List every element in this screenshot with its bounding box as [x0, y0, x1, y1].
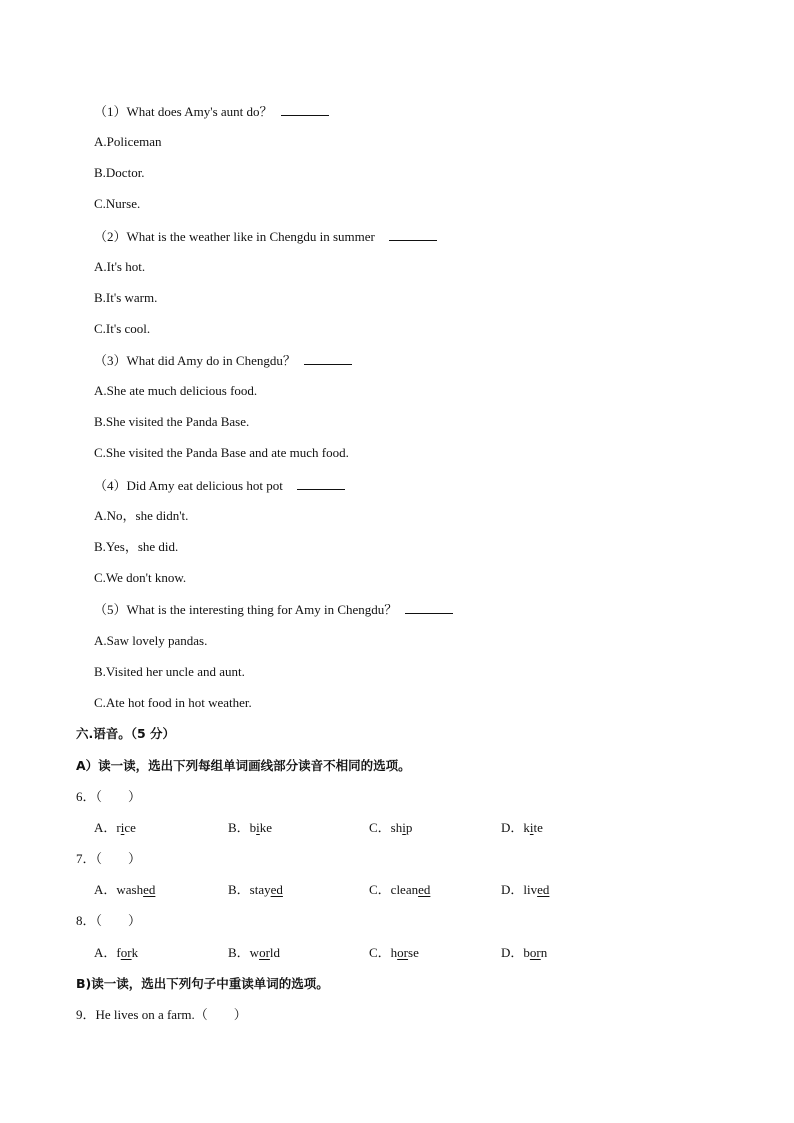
q6-option-b[interactable]: B．bike — [228, 820, 273, 835]
underlined-part: i — [256, 820, 260, 835]
question-6-number: 6．（ ） — [76, 789, 142, 804]
q2-option-c[interactable]: C.It's cool. — [94, 321, 151, 336]
answer-blank[interactable] — [405, 601, 453, 614]
q8-option-a[interactable]: A．fork — [94, 945, 139, 960]
q7-option-a[interactable]: A．washed — [94, 882, 156, 897]
question-7-number: 7．（ ） — [76, 851, 142, 866]
question-2-stem: （2）What is the weather like in Chengdu in summer — [94, 228, 437, 245]
section-6-part-b-instruction: B)读一读，选出下列句子中重读单词的选项。 — [76, 976, 329, 991]
underlined-part: ed — [537, 882, 550, 897]
q7-option-b[interactable]: B．stayed — [228, 882, 283, 897]
underlined-part: or — [397, 945, 409, 960]
answer-blank[interactable] — [304, 352, 352, 365]
q8-option-c[interactable]: C．horse — [369, 945, 419, 960]
underlined-part: ed — [418, 882, 431, 897]
section-6-part-a-instruction: A）读一读，选出下列每组单词画线部分读音不相同的选项。 — [76, 758, 411, 773]
answer-blank[interactable] — [389, 228, 437, 241]
question-5-stem: （5）What is the interesting thing for Amy in Chengdu？ — [94, 601, 453, 618]
underlined-part: i — [120, 820, 125, 835]
underlined-part: or — [529, 945, 541, 960]
q8-option-b[interactable]: B．world — [228, 945, 281, 960]
q6-option-c[interactable]: C．ship — [369, 820, 413, 835]
question-1-stem: （1）What does Amy's aunt do？ — [94, 103, 329, 120]
q7-option-c[interactable]: C．cleaned — [369, 882, 431, 897]
q1-option-b[interactable]: B.Doctor. — [94, 165, 145, 180]
question-8-number: 8．（ ） — [76, 913, 142, 928]
q2-option-b[interactable]: B.It's warm. — [94, 290, 158, 305]
q7-option-d[interactable]: D．lived — [501, 882, 550, 897]
q6-option-a[interactable]: A．rice — [94, 820, 136, 835]
q3-option-a[interactable]: A.She ate much delicious food. — [94, 383, 258, 398]
underlined-part: or — [259, 945, 270, 960]
question-4-stem: （4）Did Amy eat delicious hot pot — [94, 477, 345, 494]
answer-blank[interactable] — [281, 103, 329, 116]
answer-blank[interactable] — [297, 477, 345, 490]
q4-option-c[interactable]: C.We don't know. — [94, 570, 187, 585]
q4-option-b[interactable]: B.Yes，she did. — [94, 539, 179, 554]
underlined-part: ed — [270, 882, 283, 897]
underlined-part: i — [529, 820, 534, 835]
q6-option-d[interactable]: D．kite — [501, 820, 543, 835]
question-9: 9．He lives on a farm.（ ） — [76, 1007, 247, 1022]
underlined-part: ed — [143, 882, 156, 897]
question-3-stem: （3）What did Amy do in Chengdu？ — [94, 352, 352, 369]
underlined-part: i — [402, 820, 406, 835]
q2-option-a[interactable]: A.It's hot. — [94, 259, 146, 274]
q4-option-a[interactable]: A.No，she didn't. — [94, 508, 189, 523]
q1-option-c[interactable]: C.Nurse. — [94, 196, 141, 211]
q5-option-a[interactable]: A.Saw lovely pandas. — [94, 633, 208, 648]
q3-option-b[interactable]: B.She visited the Panda Base. — [94, 414, 250, 429]
q8-option-d[interactable]: D．born — [501, 945, 548, 960]
q5-option-c[interactable]: C.Ate hot food in hot weather. — [94, 695, 252, 710]
q3-option-c[interactable]: C.She visited the Panda Base and ate much food. — [94, 445, 349, 460]
q5-option-b[interactable]: B.Visited her uncle and aunt. — [94, 664, 245, 679]
section-6-title: 六.语音。（5 分） — [76, 726, 176, 741]
q1-option-a[interactable]: A.Policeman — [94, 134, 162, 149]
underlined-part: or — [120, 945, 132, 960]
